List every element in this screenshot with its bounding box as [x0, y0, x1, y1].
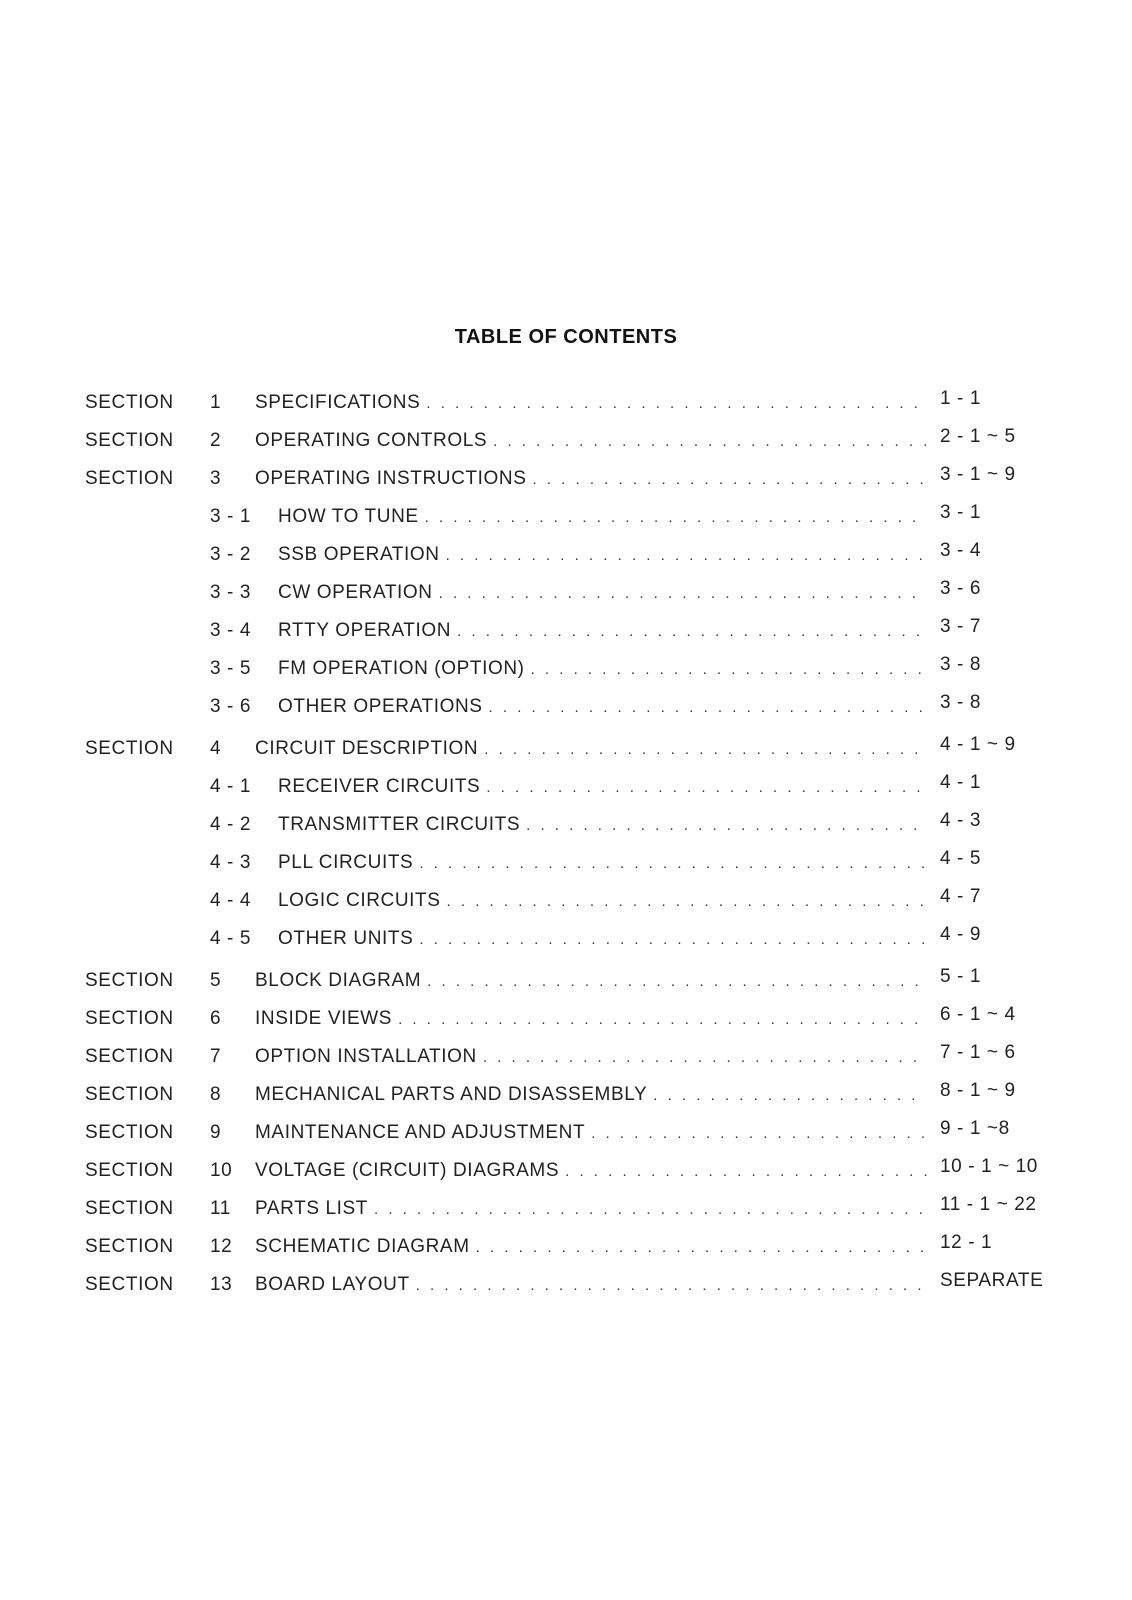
toc-section-row[interactable]: [0, 1038, 1132, 1076]
dot-leader: [486, 769, 927, 807]
entry-title: INSIDE VIEWS: [255, 1000, 398, 1038]
dot-leader: [374, 1191, 927, 1229]
toc-entry: [255, 1114, 927, 1153]
subsection-number: 4 - 5: [210, 928, 252, 949]
section-number: 11: [210, 1198, 231, 1219]
toc-subsection-row[interactable]: [0, 574, 1132, 612]
page-reference: 5 - 1: [940, 966, 982, 987]
entry-title: CW OPERATION: [278, 574, 439, 612]
section-label: SECTION: [85, 430, 174, 451]
toc-section-row[interactable]: [0, 1152, 1132, 1190]
dot-leader: [653, 1077, 927, 1115]
entry-title: OPTION INSTALLATION: [255, 1038, 483, 1076]
section-number: 4: [210, 738, 222, 759]
entry-title: OTHER UNITS: [278, 920, 419, 958]
dot-leader: [484, 731, 927, 769]
toc-entry: [278, 612, 927, 651]
entry-title: OTHER OPERATIONS: [278, 688, 489, 726]
toc-entry: [278, 882, 927, 921]
page-reference: 3 - 8: [940, 654, 982, 675]
toc-entry: [255, 384, 927, 423]
toc-entry: [255, 730, 927, 769]
entry-title: MAINTENANCE AND ADJUSTMENT: [255, 1114, 591, 1152]
section-label: SECTION: [85, 1160, 174, 1181]
toc-entry: [255, 1266, 927, 1305]
dot-leader: [591, 1115, 927, 1153]
toc-entry: [278, 650, 927, 689]
entry-title: PARTS LIST: [255, 1190, 374, 1228]
section-label: SECTION: [85, 1198, 174, 1219]
page-reference: 9 - 1 ~8: [940, 1118, 1010, 1139]
dot-leader: [427, 963, 927, 1001]
page-reference: 12 - 1: [940, 1232, 993, 1253]
section-number: 10: [210, 1160, 233, 1181]
subsection-number: 4 - 1: [210, 776, 252, 797]
section-label: SECTION: [85, 1236, 174, 1257]
page-reference: 4 - 1: [940, 772, 982, 793]
section-number: 9: [210, 1122, 222, 1143]
toc-section-row[interactable]: [0, 962, 1132, 1000]
dot-leader: [489, 689, 927, 727]
page-reference: 4 - 5: [940, 848, 982, 869]
section-label: SECTION: [85, 1046, 174, 1067]
page-reference: 4 - 3: [940, 810, 982, 831]
entry-title: HOW TO TUNE: [278, 498, 425, 536]
toc-entry: [255, 1190, 927, 1229]
section-label: SECTION: [85, 392, 174, 413]
toc-subsection-row[interactable]: [0, 650, 1132, 688]
subsection-number: 4 - 2: [210, 814, 252, 835]
subsection-number: 3 - 1: [210, 506, 252, 527]
page-reference: SEPARATE: [940, 1270, 1044, 1291]
subsection-number: 4 - 3: [210, 852, 252, 873]
dot-leader: [483, 1039, 927, 1077]
dot-leader: [565, 1153, 927, 1191]
toc-entry: [278, 768, 927, 807]
dot-leader: [476, 1229, 927, 1267]
entry-title: RTTY OPERATION: [278, 612, 457, 650]
entry-title: SSB OPERATION: [278, 536, 446, 574]
toc-entry: [278, 920, 927, 959]
table-of-contents: [0, 384, 1132, 1304]
section-number: 8: [210, 1084, 222, 1105]
page-reference: 4 - 7: [940, 886, 982, 907]
entry-title: MECHANICAL PARTS AND DISASSEMBLY: [255, 1076, 653, 1114]
subsection-number: 3 - 3: [210, 582, 252, 603]
toc-subsection-row[interactable]: [0, 498, 1132, 536]
toc-subsection-row[interactable]: [0, 536, 1132, 574]
toc-entry: [278, 574, 927, 613]
entry-title: SCHEMATIC DIAGRAM: [255, 1228, 476, 1266]
page-reference: 8 - 1 ~ 9: [940, 1080, 1016, 1101]
page-reference: 4 - 1 ~ 9: [940, 734, 1016, 755]
page-reference: 3 - 6: [940, 578, 982, 599]
toc-section-row[interactable]: [0, 384, 1132, 422]
toc-entry: [255, 962, 927, 1001]
subsection-number: 4 - 4: [210, 890, 252, 911]
entry-title: BLOCK DIAGRAM: [255, 962, 427, 1000]
toc-subsection-row[interactable]: [0, 882, 1132, 920]
entry-title: RECEIVER CIRCUITS: [278, 768, 486, 806]
entry-title: PLL CIRCUITS: [278, 844, 419, 882]
toc-entry: [278, 806, 927, 845]
page-reference: 4 - 9: [940, 924, 982, 945]
toc-entry: [255, 1152, 927, 1191]
section-number: 6: [210, 1008, 222, 1029]
section-number: 13: [210, 1274, 233, 1295]
subsection-number: 3 - 5: [210, 658, 252, 679]
toc-section-row[interactable]: [0, 1266, 1132, 1304]
entry-title: OPERATING INSTRUCTIONS: [255, 460, 532, 498]
dot-leader: [426, 385, 927, 423]
section-number: 12: [210, 1236, 233, 1257]
toc-section-row[interactable]: [0, 460, 1132, 498]
dot-leader: [419, 921, 927, 959]
section-number: 2: [210, 430, 222, 451]
subsection-number: 3 - 2: [210, 544, 252, 565]
dot-leader: [416, 1267, 927, 1305]
entry-title: LOGIC CIRCUITS: [278, 882, 447, 920]
toc-section-row[interactable]: [0, 1076, 1132, 1114]
page-reference: 11 - 1 ~ 22: [940, 1194, 1037, 1215]
toc-entry: [255, 1038, 927, 1077]
toc-subsection-row[interactable]: [0, 920, 1132, 958]
section-number: 7: [210, 1046, 222, 1067]
dot-leader: [447, 883, 927, 921]
subsection-number: 3 - 4: [210, 620, 252, 641]
section-label: SECTION: [85, 1122, 174, 1143]
page-title: TABLE OF CONTENTS: [454, 326, 678, 348]
section-label: SECTION: [85, 970, 174, 991]
entry-title: BOARD LAYOUT: [255, 1266, 416, 1304]
toc-section-row[interactable]: [0, 1190, 1132, 1228]
dot-leader: [526, 807, 927, 845]
page-reference: 3 - 4: [940, 540, 982, 561]
page-reference: 2 - 1 ~ 5: [940, 426, 1016, 447]
dot-leader: [532, 461, 927, 499]
page-reference: 3 - 1: [940, 502, 982, 523]
page-reference: 1 - 1: [940, 388, 982, 409]
page-reference: 10 - 1 ~ 10: [940, 1156, 1038, 1177]
toc-subsection-row[interactable]: [0, 612, 1132, 650]
page-reference: 6 - 1 ~ 4: [940, 1004, 1016, 1025]
dot-leader: [531, 651, 927, 689]
dot-leader: [419, 845, 927, 883]
entry-title: CIRCUIT DESCRIPTION: [255, 730, 484, 768]
section-number: 3: [210, 468, 222, 489]
dot-leader: [425, 499, 927, 537]
toc-subsection-row[interactable]: [0, 844, 1132, 882]
entry-title: OPERATING CONTROLS: [255, 422, 493, 460]
dot-leader: [493, 423, 927, 461]
toc-subsection-row[interactable]: [0, 806, 1132, 844]
section-number: 1: [210, 392, 222, 413]
page-reference: 7 - 1 ~ 6: [940, 1042, 1016, 1063]
toc-entry: [255, 422, 927, 461]
section-label: SECTION: [85, 1008, 174, 1029]
page-reference: 3 - 8: [940, 692, 982, 713]
entry-title: VOLTAGE (CIRCUIT) DIAGRAMS: [255, 1152, 565, 1190]
toc-entry: [278, 688, 927, 727]
toc-section-row[interactable]: [0, 1000, 1132, 1038]
toc-section-row[interactable]: [0, 422, 1132, 460]
toc-entry: [255, 460, 927, 499]
section-number: 5: [210, 970, 222, 991]
toc-section-row[interactable]: [0, 1114, 1132, 1152]
section-label: SECTION: [85, 738, 174, 759]
toc-entry: [255, 1076, 927, 1115]
subsection-number: 3 - 6: [210, 696, 252, 717]
toc-entry: [255, 1000, 927, 1039]
entry-title: FM OPERATION (OPTION): [278, 650, 531, 688]
page-reference: 3 - 1 ~ 9: [940, 464, 1016, 485]
page-reference: 3 - 7: [940, 616, 982, 637]
dot-leader: [398, 1001, 927, 1039]
section-label: SECTION: [85, 1084, 174, 1105]
entry-title: TRANSMITTER CIRCUITS: [278, 806, 526, 844]
toc-entry: [278, 536, 927, 575]
toc-entry: [255, 1228, 927, 1267]
section-label: SECTION: [85, 468, 174, 489]
toc-section-row[interactable]: [0, 730, 1132, 768]
toc-subsection-row[interactable]: [0, 768, 1132, 806]
section-label: SECTION: [85, 1274, 174, 1295]
toc-section-row[interactable]: [0, 1228, 1132, 1266]
toc-entry: [278, 498, 927, 537]
entry-title: SPECIFICATIONS: [255, 384, 426, 422]
dot-leader: [439, 575, 927, 613]
dot-leader: [457, 613, 927, 651]
toc-entry: [278, 844, 927, 883]
dot-leader: [446, 537, 927, 575]
toc-subsection-row[interactable]: [0, 688, 1132, 726]
